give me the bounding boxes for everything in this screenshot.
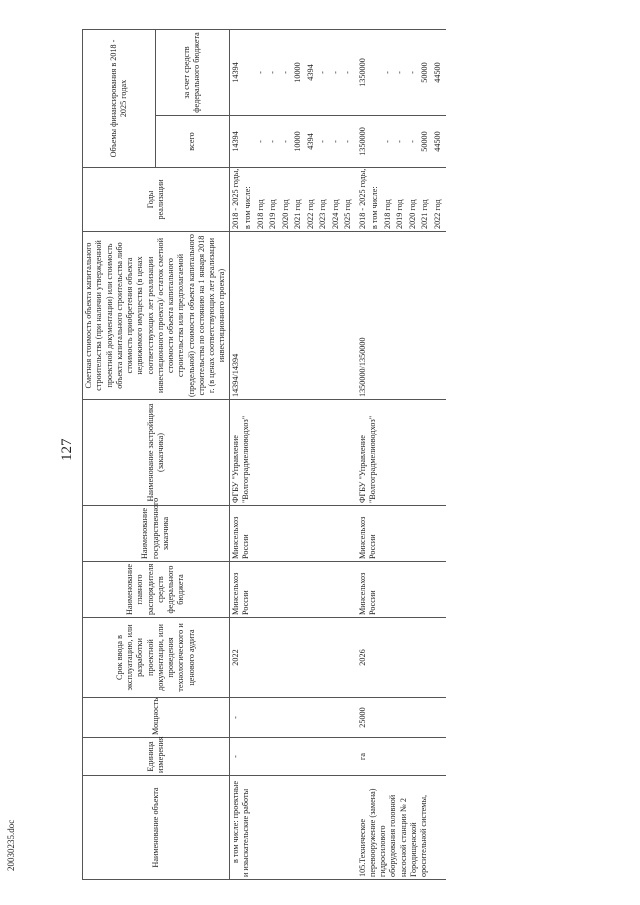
total-line: - <box>382 140 392 143</box>
federal-line: - <box>318 71 327 74</box>
cell-capacity: 25000 <box>357 698 447 738</box>
years-line: 2019 год <box>268 199 277 229</box>
years-line: 2023 год <box>318 199 327 229</box>
years-line: 2020 год <box>407 199 417 229</box>
cell-estimate: 1350000/1350000 <box>357 232 447 400</box>
total-line: - <box>268 140 277 143</box>
cell-federal <box>229 29 357 115</box>
page-number: 127 <box>59 438 75 462</box>
cell-manager: Минсельхоз России <box>357 562 447 618</box>
cell-commission: 2022 <box>229 618 357 698</box>
header-unit: Единица измерения <box>83 738 230 776</box>
cell-customer: Минсельхоз России <box>357 506 447 562</box>
cell-estimate: 14394/14394 <box>229 232 357 400</box>
federal-line: - <box>407 71 417 74</box>
federal-line: - <box>330 71 340 74</box>
cell-commission: 2026 <box>357 618 447 698</box>
total-line: 4394 <box>305 133 315 150</box>
header-manager: Наименование главного распорядителя средств федерального бюджета <box>83 562 230 618</box>
years-line: 2018 - 2025 годы, <box>230 168 240 229</box>
total-line: - <box>395 140 404 143</box>
federal-line: 50000 <box>420 62 429 83</box>
object-name-text: в том числе: проектные и изыскательские работы <box>230 781 250 877</box>
header-name: Наименование объекта <box>83 776 230 880</box>
years-line: 2019 год <box>395 199 404 229</box>
row-number: 105. <box>357 862 367 877</box>
cell-years <box>229 168 357 232</box>
years-line: 2020 год <box>280 199 290 229</box>
total-line: - <box>318 140 327 143</box>
total-line: 50000 <box>420 131 429 152</box>
total-line: - <box>280 140 290 143</box>
header-customer: Наименование государственного заказчика <box>83 506 230 562</box>
header-estimate: Сметная стоимость объекта капитального строительства (при наличии утвержденной проектной документации) или стоимость объекта капитального строительства либо стоимость приобретения объекта недвижимого имущества (в ценах соответствующих лет реализации инвестиционного проекта)/ остаток сметной стоимости объекта капитального строительства или предполагаемой (предельной) стоимости объекта капитального строительства по состоянию на 1 января 2018 г. (в ценах соответствующих лет реализации инвестиционного проекта) <box>83 232 230 400</box>
federal-line <box>243 32 256 113</box>
years-line: в том числе: <box>243 186 252 229</box>
header-total: всего <box>156 116 229 168</box>
cell-unit: - <box>229 738 357 776</box>
document-filename: 20030235.doc <box>6 819 16 871</box>
federal-line: - <box>382 71 392 74</box>
federal-line: 44500 <box>432 62 442 83</box>
cell-customer: Минсельхоз России <box>229 506 357 562</box>
total-line: 10000 <box>293 131 302 152</box>
years-line: 2018 год <box>255 199 265 229</box>
federal-line: 14394 <box>230 62 240 83</box>
years-line: 2021 год <box>293 199 302 229</box>
federal-line: 4394 <box>305 64 315 81</box>
table-header-row <box>83 29 156 879</box>
federal-line: - <box>268 71 277 74</box>
total-line: - <box>407 140 417 143</box>
years-line: в том числе: <box>370 186 379 229</box>
funding-table <box>82 29 446 880</box>
header-funding: Объемы финансирования в 2018 - 2025 годах <box>83 29 156 167</box>
table-row <box>229 29 357 879</box>
cell-capacity: - <box>229 698 357 738</box>
years-line: 2018 - 2025 годы, <box>357 168 367 229</box>
cell-developer: ФГБУ "Управление "Волгоградмелиоводхоз" <box>357 400 447 506</box>
federal-line: - <box>395 71 404 74</box>
years-line: 2021 год <box>420 199 429 229</box>
total-line: 1350000 <box>357 127 367 156</box>
header-federal: за счет средств федерального бюджета <box>156 29 229 115</box>
total-line: - <box>255 140 265 143</box>
years-line: 2025 год <box>343 199 352 229</box>
federal-line: - <box>343 71 352 74</box>
total-line: 14394 <box>230 131 240 152</box>
federal-line: - <box>255 71 265 74</box>
cell-developer: ФГБУ "Управление "Волгоградмелиоводхоз" <box>229 400 357 506</box>
federal-line: 10000 <box>293 62 302 83</box>
funding-table-sheet <box>82 30 592 880</box>
federal-line: - <box>280 71 290 74</box>
total-line: - <box>330 140 340 143</box>
cell-manager: Минсельхоз России <box>229 562 357 618</box>
cell-total <box>357 116 447 168</box>
cell-object-name <box>357 776 447 880</box>
years-line: 2022 год <box>305 199 315 229</box>
header-years: Годы реализации <box>83 168 230 232</box>
table-row <box>357 29 447 879</box>
cell-unit: га <box>357 738 447 776</box>
cell-federal <box>357 29 447 115</box>
cell-total <box>229 116 357 168</box>
total-line <box>243 118 256 165</box>
total-line: 44500 <box>432 131 442 152</box>
object-name-text: Техническое перевооружение (замена) гидросилового оборудования головной насосной станции № 2 Городищенской оросительной системы, <box>357 788 428 877</box>
federal-line: 1350000 <box>357 58 367 87</box>
years-line: 2018 год <box>382 199 392 229</box>
years-line: 2022 год <box>432 199 442 229</box>
header-capacity: Мощность <box>83 698 230 738</box>
federal-line <box>370 32 383 113</box>
total-line: - <box>343 140 352 143</box>
total-line <box>370 118 383 165</box>
years-line: 2024 год <box>330 199 340 229</box>
header-commission: Срок ввода в эксплуатацию, или разработки проектной документации, или проведения технологического и ценового аудита <box>83 618 230 698</box>
cell-years <box>357 168 447 232</box>
cell-object-name <box>229 776 357 880</box>
header-developer: Наименование застройщика (заказчика) <box>83 400 230 506</box>
